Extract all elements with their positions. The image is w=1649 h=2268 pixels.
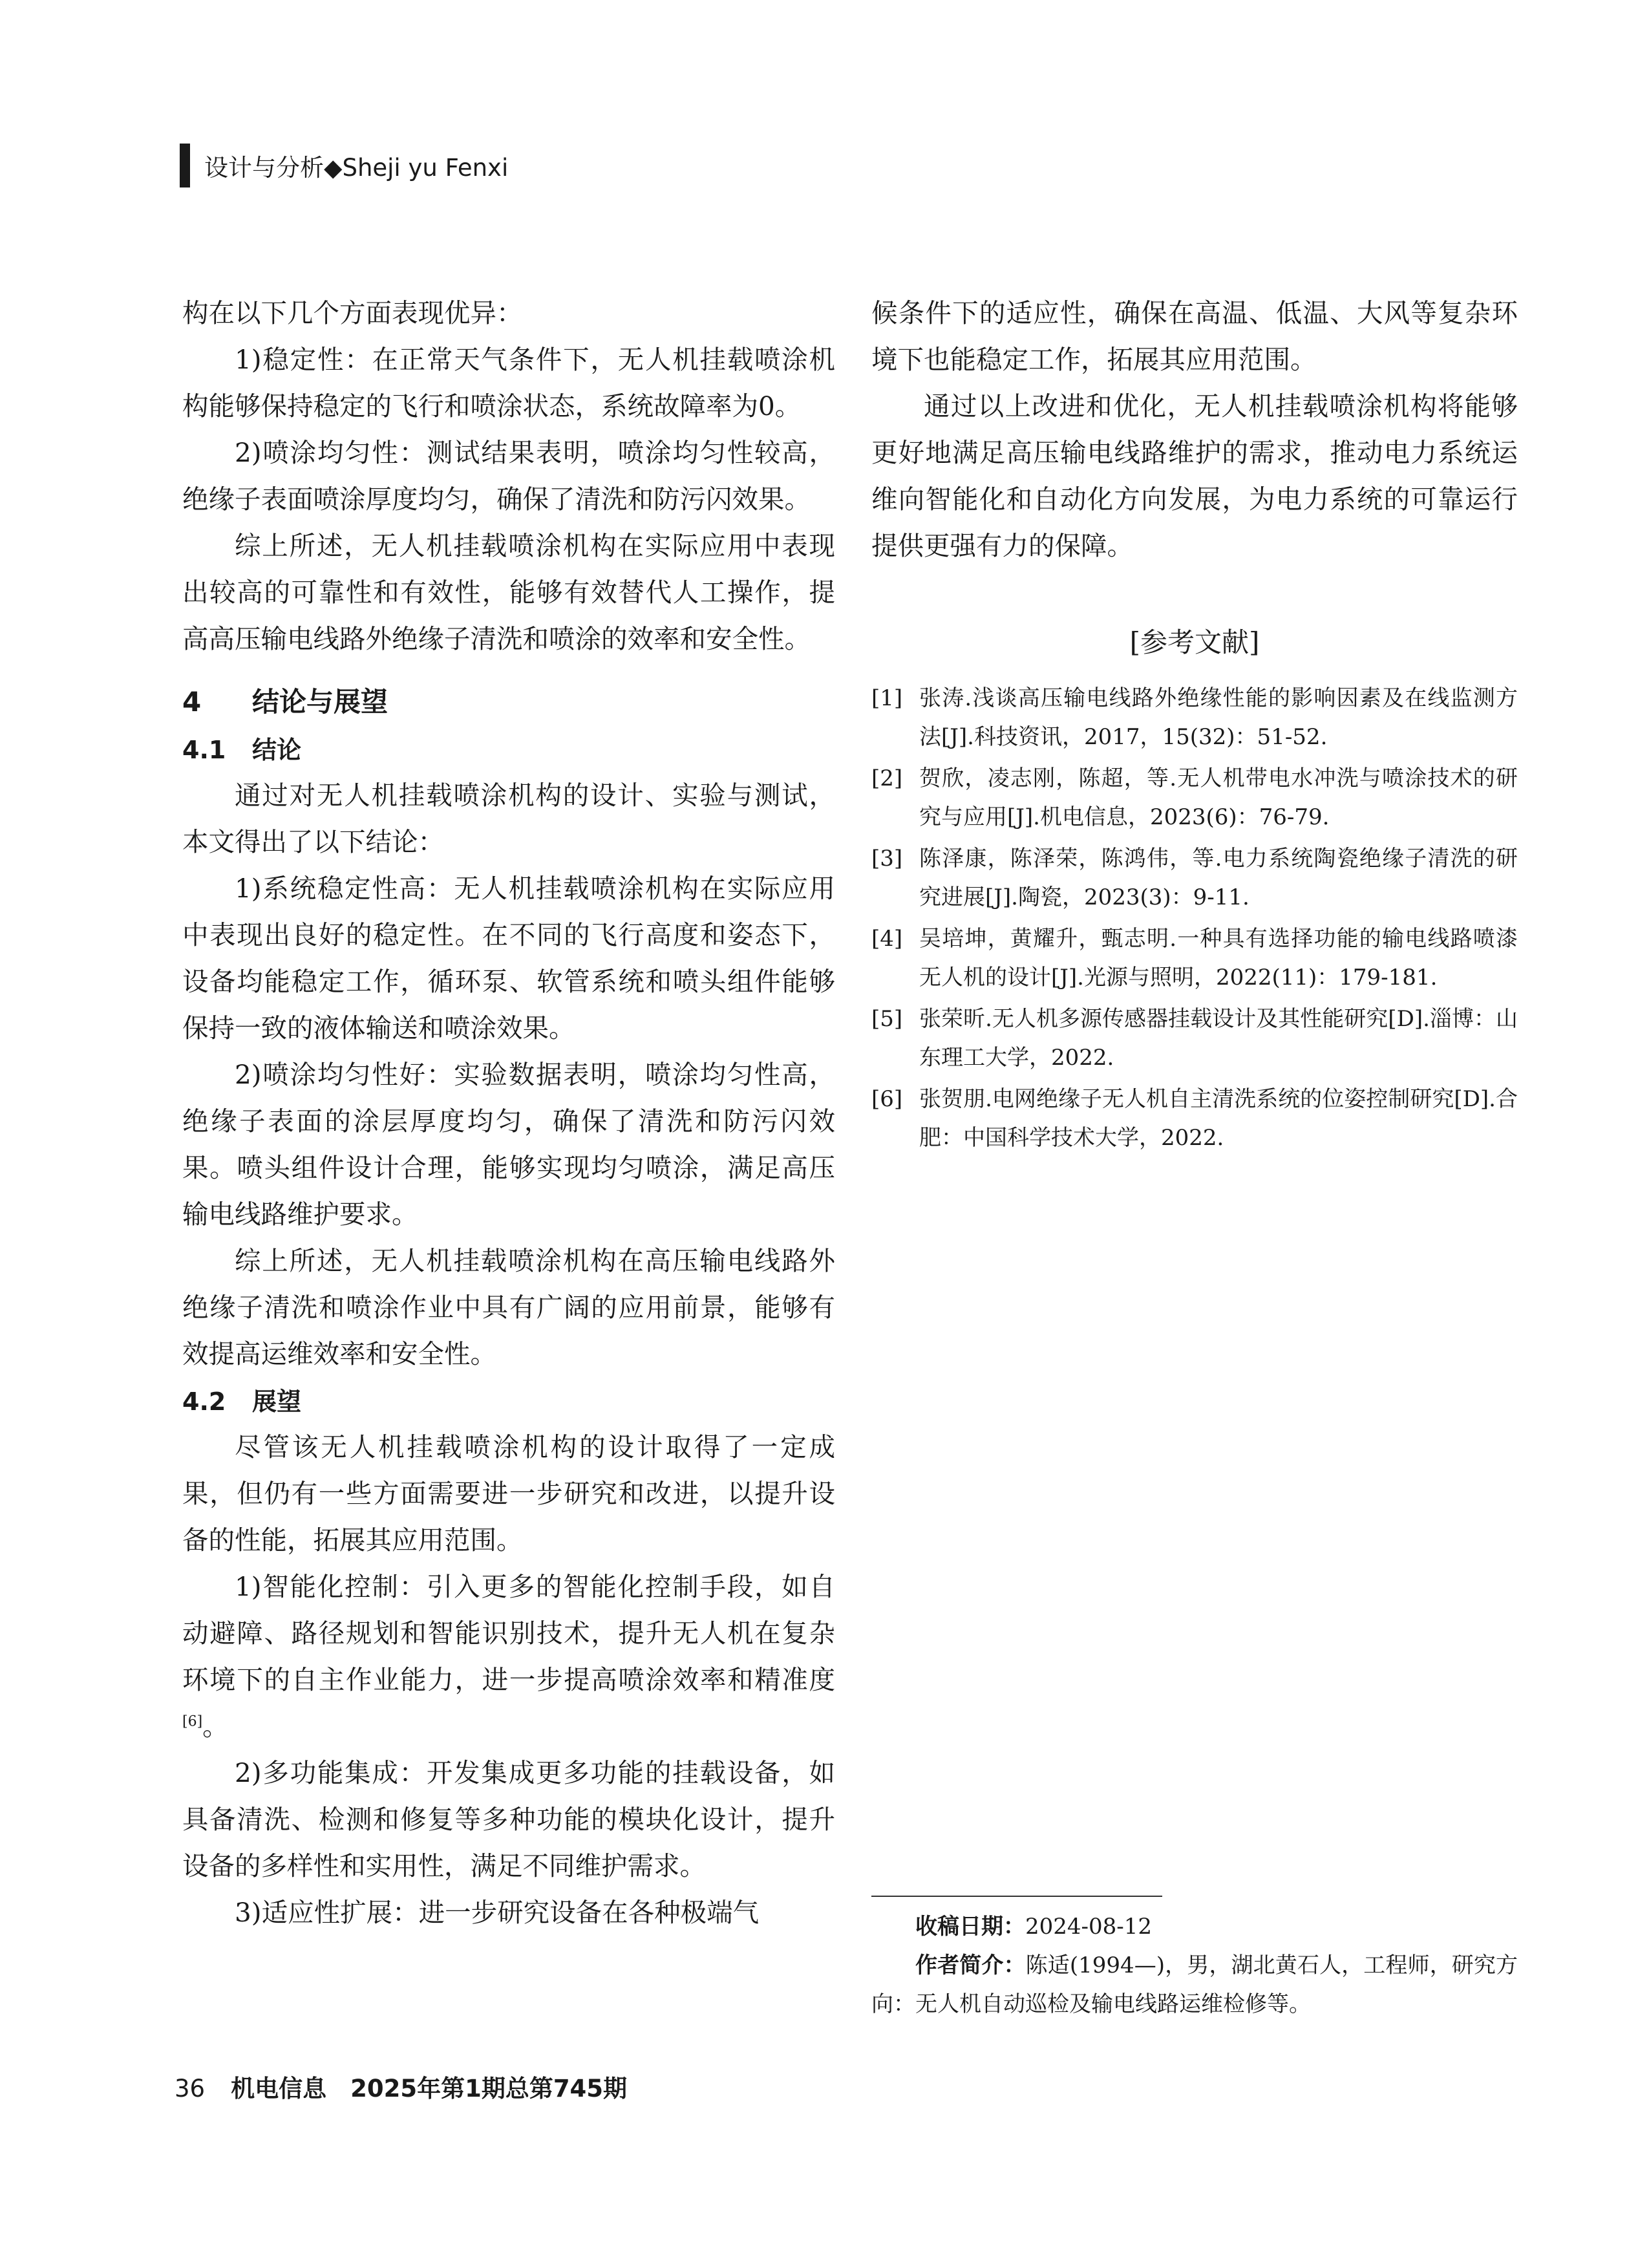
reference-item — [871, 1000, 1518, 1077]
reference-label: [2] — [871, 765, 903, 791]
paragraph: 候条件下的适应性，确保在高温、低温、大风等复杂环境下也能稳定工作，拓展其应用范围。 — [871, 297, 1518, 375]
reference-text: 吴培坤，黄耀升，甄志明.一种具有选择功能的输电线路喷漆无人机的设计[J].光源与照明，2022(11)：179-181. — [919, 926, 1518, 990]
header-text: 设计与分析◆Sheji yu Fenxi — [204, 154, 509, 182]
citation: [6] — [182, 1713, 203, 1730]
paragraph: 尽管该无人机挂载喷涂机构的设计取得了一定成果，但仍有一些方面需要进一步研究和改进，以提升设备的性能，拓展其应用范围。 — [182, 1431, 835, 1556]
section-heading-4-1 — [182, 728, 835, 772]
section-title: 结论 — [252, 736, 302, 764]
footnote — [871, 1907, 1518, 2024]
paragraph: 通过对无人机挂载喷涂机构的设计、实验与测试，本文得出了以下结论： — [182, 780, 835, 857]
reference-text: 张涛.浅谈高压输电线路外绝缘性能的影响因素及在线监测方法[J].科技资讯，2017，15(32)：51-52. — [919, 685, 1518, 750]
left-column — [182, 290, 835, 1936]
section-heading-4-2 — [182, 1380, 835, 1424]
paragraph: 3)适应性扩展：进一步研究设备在各种极端气 — [235, 1897, 760, 1928]
paragraph: 综上所述，无人机挂载喷涂机构在高压输电线路外绝缘子清洗和喷涂作业中具有广阔的应用前景，能够有效提高运维效率和安全性。 — [182, 1245, 835, 1369]
reference-text: 贺欣，凌志刚，陈超，等.无人机带电水冲洗与喷涂技术的研究与应用[J].机电信息，2023(6)：76-79. — [919, 765, 1518, 830]
section-number: 4 — [182, 686, 202, 718]
section-number: 4.2 — [182, 1387, 226, 1416]
reference-item — [871, 679, 1518, 756]
received-value: 2024-08-12 — [1025, 1914, 1153, 1940]
reference-item — [871, 839, 1518, 917]
paragraph: 构在以下几个方面表现优异： — [182, 297, 523, 328]
section-heading-4 — [182, 679, 835, 725]
paragraph-text: 1)智能化控制：引入更多的智能化控制手段，如自动避障、路径规划和智能识别技术，提升无人机在复杂环境下的自主作业能力，进一步提高喷涂效率和精准度 — [182, 1571, 835, 1695]
paragraph: 2)多功能集成：开发集成更多功能的挂载设备，如具备清洗、检测和修复等多种功能的模块化设计，提升设备的多样性和实用性，满足不同维护需求。 — [182, 1757, 835, 1881]
author-label: 作者简介： — [915, 1952, 1026, 1978]
received-label: 收稿日期： — [915, 1914, 1025, 1940]
author-value: 陈适(1994—)，男，湖北黄石人，工程师，研究方向：无人机自动巡检及输电线路运维检修等。 — [871, 1952, 1518, 2017]
reference-label: [1] — [871, 685, 903, 711]
section-number: 4.1 — [182, 736, 226, 764]
paragraph — [182, 1563, 835, 1749]
paragraph: 1)稳定性：在正常天气条件下，无人机挂载喷涂机构能够保持稳定的飞行和喷涂状态，系统故障率为0。 — [182, 344, 835, 422]
reference-text: 张贺朋.电网绝缘子无人机自主清洗系统的位姿控制研究[D].合肥：中国科学技术大学，2022. — [919, 1086, 1518, 1151]
reference-label: [3] — [871, 846, 903, 872]
page-number: 36 — [175, 2075, 206, 2102]
reference-label: [6] — [871, 1086, 903, 1112]
journal-info: 机电信息 2025年第1期总第745期 — [231, 2075, 628, 2102]
right-column — [871, 290, 1518, 1160]
page-footer — [175, 2069, 627, 2104]
paragraph: 通过以上改进和优化，无人机挂载喷涂机构将能够更好地满足高压输电线路维护的需求，推动电力系统运维向智能化和自动化方向发展，为电力系统的可靠运行提供更强有力的保障。 — [871, 390, 1518, 561]
section-title: 结论与展望 — [252, 686, 388, 718]
paragraph: 2)喷涂均匀性好：实验数据表明，喷涂均匀性高，绝缘子表面的涂层厚度均匀，确保了清洗和防污闪效果。喷头组件设计合理，能够实现均匀喷涂，满足高压输电线路维护要求。 — [182, 1059, 835, 1230]
paragraph: 1)系统稳定性高：无人机挂载喷涂机构在实际应用中表现出良好的稳定性。在不同的飞行高度和姿态下，设备均能稳定工作，循环泵、软管系统和喷头组件能够保持一致的液体输送和喷涂效果。 — [182, 873, 835, 1043]
footnote-divider — [871, 1896, 1162, 1897]
reference-label: [5] — [871, 1006, 903, 1032]
paragraph: 综上所述，无人机挂载喷涂机构在实际应用中表现出较高的可靠性和有效性，能够有效替代人工操作，提高高压输电线路外绝缘子清洗和喷涂的效率和安全性。 — [182, 530, 835, 654]
reference-item — [871, 919, 1518, 997]
references-title: [参考文献] — [1129, 626, 1260, 658]
reference-text: 张荣昕.无人机多源传感器挂载设计及其性能研究[D].淄博：山东理工大学，2022. — [919, 1006, 1518, 1071]
reference-item — [871, 759, 1518, 837]
header-bar — [180, 144, 190, 187]
reference-item — [871, 1080, 1518, 1157]
author-info — [871, 1946, 1518, 2024]
running-header — [180, 144, 508, 187]
paragraph-end: 。 — [202, 1711, 229, 1742]
reference-label: [4] — [871, 926, 903, 952]
reference-text: 陈泽康，陈泽荣，陈鸿伟，等.电力系统陶瓷绝缘子清洗的研究进展[J].陶瓷，2023(3)：9-11. — [919, 846, 1518, 910]
section-title: 展望 — [252, 1387, 302, 1416]
received-date — [871, 1907, 1518, 1946]
paragraph: 2)喷涂均匀性：测试结果表明，喷涂均匀性较高，绝缘子表面喷涂厚度均匀，确保了清洗和防污闪效果。 — [182, 437, 835, 515]
